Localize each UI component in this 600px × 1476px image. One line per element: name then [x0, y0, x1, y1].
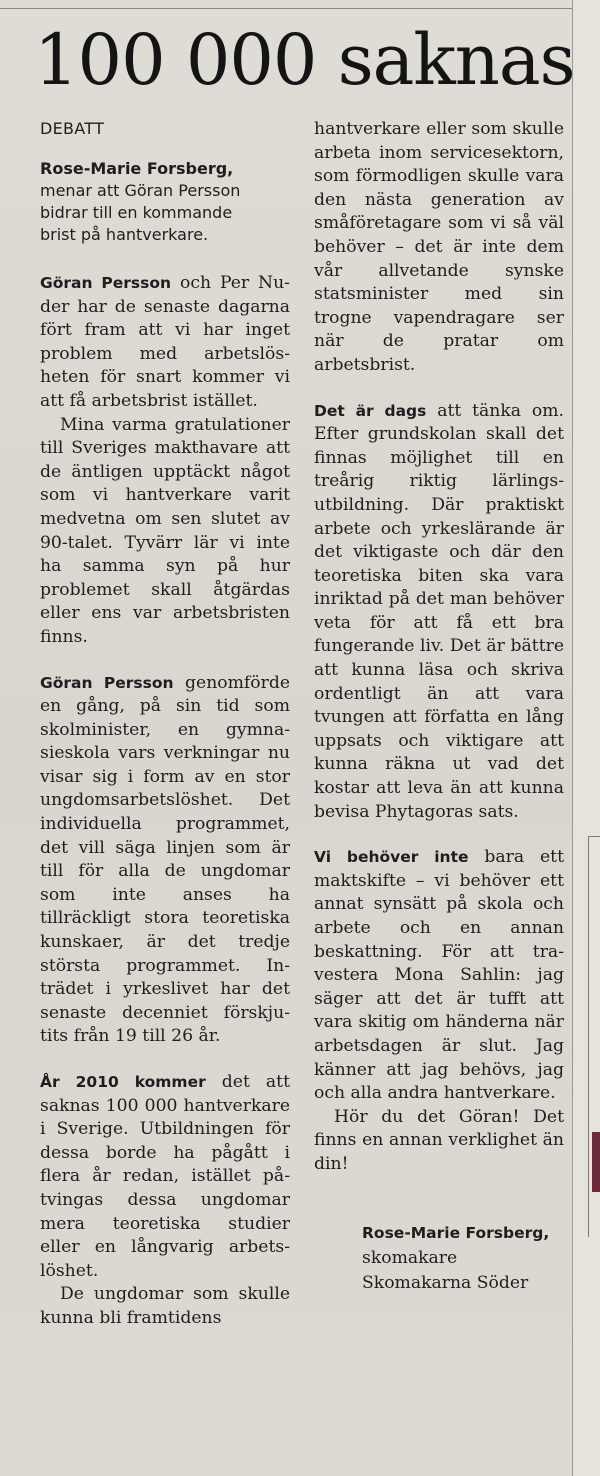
paragraph-text: Hör du det Göran! Det finns en annan verklighet än din! — [314, 1106, 564, 1174]
byline-name: Rose-Marie Forsberg, — [40, 159, 234, 178]
paragraph-text: bara ett maktskifte – vi behöver ett annat synsätt på skola och arbete och en annan beskattning. För att travestera Mona Sahlin: jag säger att det är tufft att vara skitig om händerna när arbetsdagen är slut. Jag känner att jag behövs, jag och alla andra hantverkare. — [314, 847, 564, 1104]
byline — [40, 158, 290, 246]
byline-line: bidrar till en kommande — [40, 203, 233, 222]
paragraph-lead: Det är dags — [314, 401, 427, 420]
byline-description — [40, 180, 290, 246]
adjacent-column-edge — [572, 0, 600, 1476]
top-rule — [0, 8, 572, 9]
paragraph — [40, 414, 290, 650]
article-column-left — [40, 118, 290, 1331]
byline-line: brist på hantverkare. — [40, 225, 209, 244]
signature — [314, 1221, 564, 1296]
paragraph — [314, 846, 564, 1106]
paragraph — [40, 672, 290, 1050]
article-column-right — [314, 118, 564, 1296]
paragraph-lead: Göran Persson — [40, 673, 174, 692]
paragraph-text: att tänka om. Efter grundskolan skall det finnas möjlighet till en treårig riktig lärlingsutbildning. Där praktiskt arbete och yrkeslärande är det viktigaste och där den teoretiska biten ska vara inriktad på det man behöver veta för att få ett bra fungerande liv. Det är bättre att kunna läsa och skriva ordentligt än att vara tvungen att författa en lång uppsats och viktigare att kunna räkna ut vad det kostar att leva än att kunna bevisa Phytagoras sats. — [314, 400, 564, 822]
paragraph-text: det att saknas 100 000 hantverkare i Sverige. Utbildningen för dessa borde ha pågått i flera år redan, istället påtvingas dessa ungdomar mera teoretiska studier eller en långvarig arbetslöshet. — [40, 1072, 290, 1281]
signature-company: Skomakarna Söder — [362, 1272, 529, 1293]
paragraph — [314, 400, 564, 825]
paragraph — [40, 272, 290, 414]
paragraph-lead: År 2010 kommer — [40, 1073, 206, 1091]
paragraph-text: hantverkare eller som skulle arbeta inom servicesektorn, som förmodligen skulle vara den nästa generation av småföretagare som vi så väl behöver – det är inte dem vår allvetande synske statsminister med sin trogne vapendragare ser när de pratar om arbetsbrist. — [314, 119, 564, 375]
paragraph-lead: Vi behöver inte — [314, 848, 469, 867]
paragraph — [314, 1106, 564, 1177]
paragraph-text: och Per Nuder har de senaste dagarna fört fram att vi har inget problem med arbetslösheten för snart kommer vi att få arbetsbrist istället. — [40, 273, 290, 411]
byline-line: menar att Göran Persson — [40, 181, 241, 200]
paragraph — [40, 1071, 290, 1283]
headline: 100 000 saknas — [34, 19, 575, 101]
paragraph-text: Mina varma gratulationer till Sveriges makthavare att de äntligen upptäckt något som vi hantverkare varit medvetna om sen slutet av 90-talet. Tyvärr lär vi inte ha samma syn på hur problemet skall åtgärdas eller ens var arbetsbristen finns. — [40, 414, 290, 647]
signature-name: Rose-Marie Forsberg, — [362, 1223, 550, 1242]
section-kicker: DEBATT — [40, 119, 105, 138]
adjacent-image-fragment — [592, 1132, 600, 1192]
signature-title: skomakare — [362, 1247, 458, 1268]
paragraph — [40, 1283, 290, 1330]
paragraph-text: De ungdomar som skulle kunna bli framtidens — [40, 1284, 290, 1328]
paragraph-lead: Göran Persson — [40, 274, 172, 292]
paragraph-text: genomförde en gång, på sin tid som skolminister, en gymnasieskola vars verkningar nu visar sig i form av en stor ungdomsarbetslöshet. Det individuella programmet, det vill säga linjen som är till för alla de ungdomar som inte anses ha tillräckligt stora teoretiska kunskaer, är det tredje största programmet. Inträdet i yrkeslivet har det senaste decenniet förskjutits från 19 till 26 år. — [40, 672, 291, 1047]
paragraph — [314, 118, 564, 378]
